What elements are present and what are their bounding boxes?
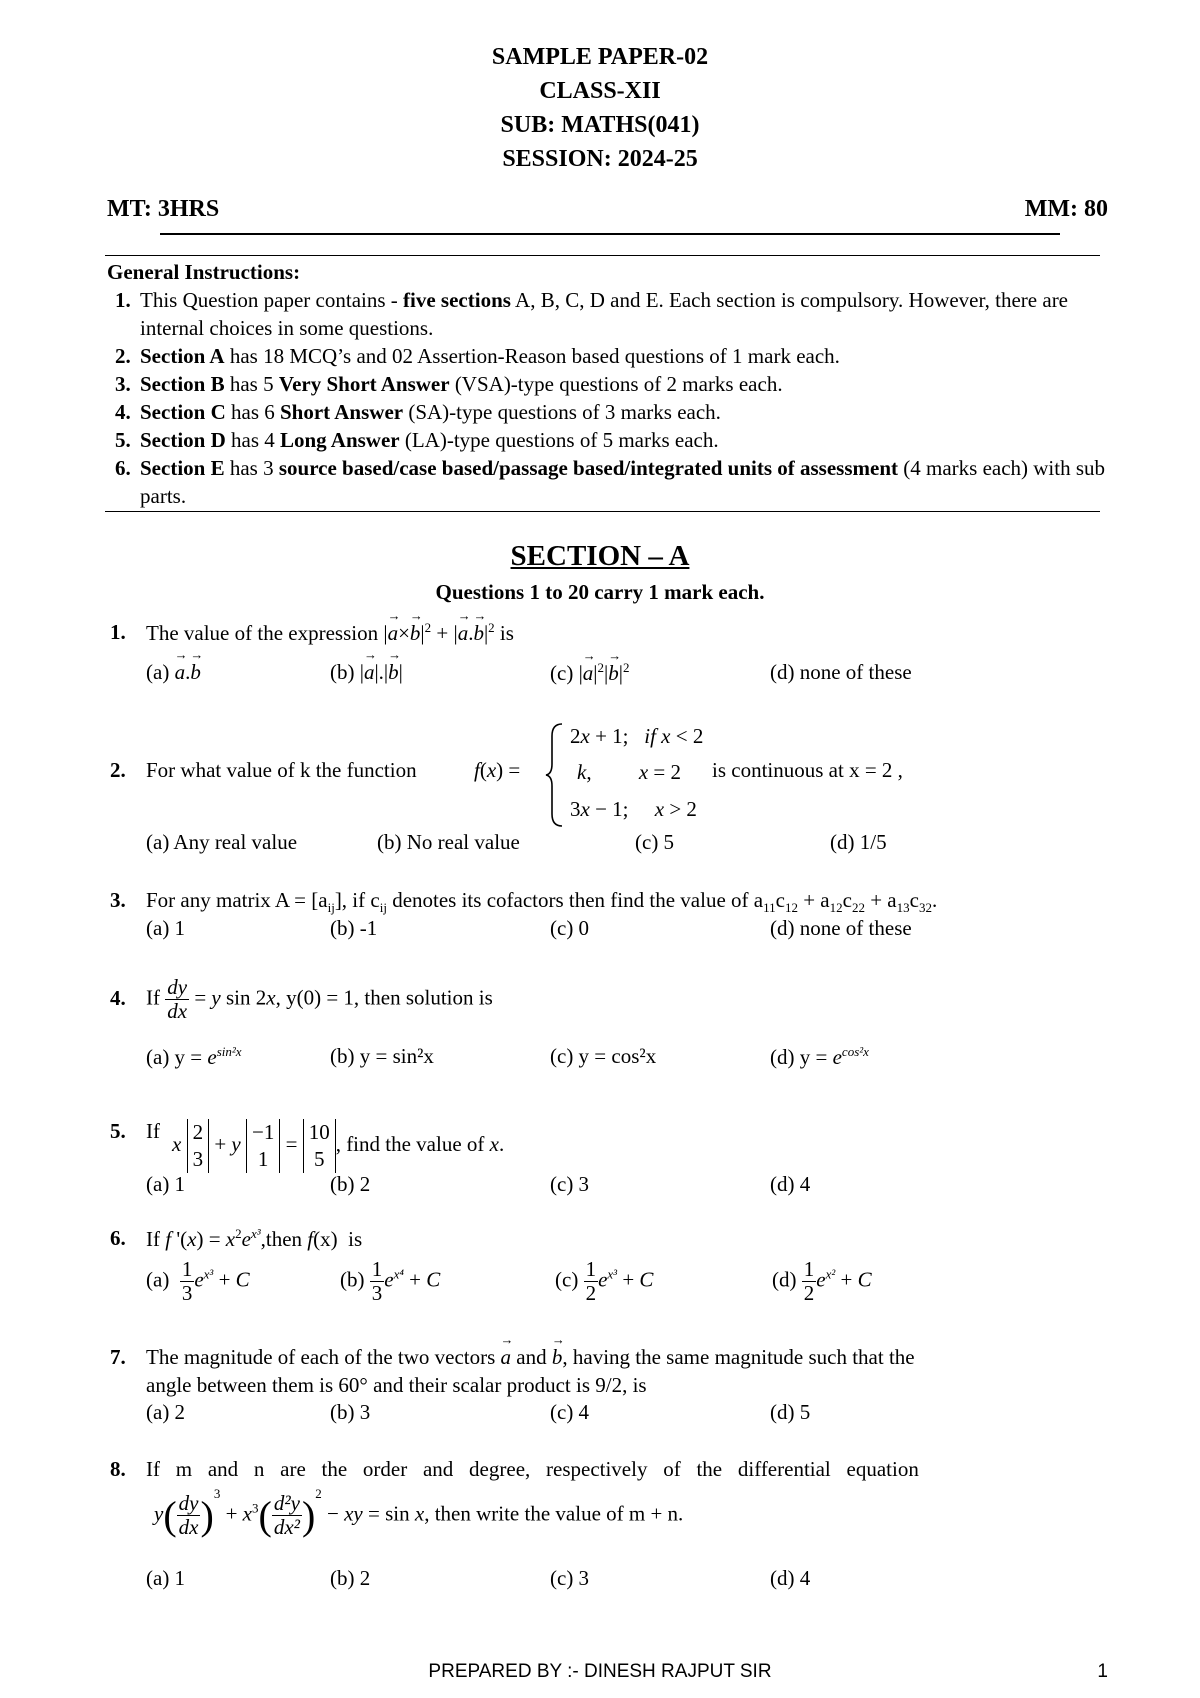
q2-option-c: (c) 5 [635,830,675,854]
q3-option-d: (d) none of these [770,916,912,940]
q4-option-a: (a) $y = e^{sin^2x}$ [146,1044,242,1069]
session-label: SESSION: 2024-25 [502,146,698,172]
header-rule [160,233,1060,235]
q1-option-c: (c) |→ $a|^2|\to b|^2$ [550,660,629,686]
q7-text-line1: The magnitude of each of the two vectors → a and → b, having the same magnitude such that the [146,1345,915,1370]
q2-case-1: 2x + 1; if x < 2 [570,724,704,748]
q3-number: 3. [110,888,126,912]
q6-option-d: (d) $\frac{1}{2}$ $e^{x^2} + C$ [772,1257,872,1305]
general-instructions [107,258,1107,510]
q2-option-d: (d) 1/5 [830,830,887,854]
q7-number: 7. [110,1345,126,1369]
q7-option-a: (a) 2 [146,1400,186,1424]
instructions-top-rule [105,255,1100,256]
q1-text: The value of the expression |→ $a\times\to b|^2$ + |→ $a.\to b|^2$ is [146,620,514,646]
q5-option-d: (d) 4 [770,1172,811,1196]
instruction-3: 3. Section B has 5 Very Short Answer (VSA)-type questions of 2 marks each. [136,370,1107,398]
instruction-2: 2. Section A has 18 MCQ’s and 02 Assertion-Reason based questions of 1 mark each. [136,342,1107,370]
section-title: SECTION – A [510,540,690,572]
q6-option-a: (a) $\frac{1}{3}$ $e^{x^3} + C$ [146,1257,250,1305]
q6-option-c: (c) $\frac{1}{2}$ $e^{x^3} + C$ [555,1257,654,1305]
instruction-5: 5. Section D has 4 Long Answer (LA)-type questions of 5 marks each. [136,426,1107,454]
q1-option-a: (a) → a.→ b [146,660,201,685]
q5-matrix-equation: x 2 3 + y −1 1 = 10 5, find the value of x. [172,1120,505,1171]
q2-text-end: is continuous at x = 2 , [712,758,903,782]
subject-label: SUB: MATHS(041) [500,112,700,138]
q7-text-line2: angle between them is 60° and their scalar product is 9/2, is [146,1373,647,1397]
q5-option-a: (a) 1 [146,1172,186,1196]
q8-option-b: (b) 2 [330,1566,371,1590]
q8-text-line1: If m and n are the order and degree, respectively of the differential equation [146,1457,919,1481]
q8-equation: y( $\frac{dy}{dx}$ )$^3 + x^3$( $\frac{\text{d²y}}{\text{dx²}}$ )$^2$ − xy = sin x, then write the value of m + n. [154,1486,684,1539]
q3-option-b: (b) -1 [330,916,378,940]
max-time: MT: 3HRS [107,196,220,222]
class-label: CLASS-XII [539,78,661,104]
q6-text: If f '$(x) = x^2e^{x^3},then$ f(x) is [146,1226,363,1251]
q4-option-b: (b) y = sin²x [330,1044,434,1068]
q8-option-a: (a) 1 [146,1566,186,1590]
section-subtitle: Questions 1 to 20 carry 1 mark each. [435,580,765,604]
q3-option-a: (a) 1 [146,916,186,940]
q2-option-b: (b) No real value [377,830,520,854]
q2-option-a: (a) Any real value [146,830,298,854]
q4-option-c: (c) y = cos²x [550,1044,657,1068]
q1-number: 1. [110,620,126,644]
q8-number: 8. [110,1457,126,1481]
q8-option-d: (d) 4 [770,1566,811,1590]
instruction-4: 4. Section C has 6 Short Answer (SA)-type questions of 3 marks each. [136,398,1107,426]
instruction-1: 1. This Question paper contains - five sections A, B, C, D and E. Each section is compulsory. However, there are internal choices in some questions. [136,286,1107,342]
instructions-bottom-rule [105,511,1100,512]
instruction-6: 6. Section E has 3 source based/case based/passage based/integrated units of assessment (4 marks each) with sub parts. [136,454,1107,510]
q2-text: For what value of k the function [146,758,417,782]
footer-credit: PREPARED BY :- DINESH RAJPUT SIR [428,1661,772,1682]
q4-text: If $\frac{dy}{dx}$ = y sin 2x, y(0) = 1, then solution is [146,975,493,1023]
q2-case-3: 3x − 1; x > 2 [570,797,697,821]
q5-number: 5. [110,1119,126,1143]
q7-option-c: (c) 4 [550,1400,590,1424]
q7-option-d: (d) 5 [770,1400,811,1424]
q3-option-c: (c) 0 [550,916,590,940]
q6-option-b: (b) $\frac{1}{3}$ $e^{x^4} + C$ [340,1257,441,1305]
q1-option-b: (b) |→ a|.|→ b| [330,660,403,685]
q3-text: For any matrix $A = [a_{ij}]$, if $c_{ij}$ denotes its cofactors then find the value of $a_{11}c_{12} + a_{12}c_{22} + a_{13}c_{32}$. [146,888,938,916]
q5-if: If [146,1119,160,1143]
q8-option-c: (c) 3 [550,1566,590,1590]
q2-function-lhs: f(x) = [474,758,521,782]
q2-brace [544,720,566,830]
q7-option-b: (b) 3 [330,1400,371,1424]
paper-title: SAMPLE PAPER-02 [491,44,709,70]
q1-option-d: (d) none of these [770,660,912,684]
q2-number: 2. [110,758,126,782]
page-number: 1 [1097,1661,1108,1682]
q4-option-d: (d) $y = e^{cos^2x}$ [770,1044,869,1069]
q5-option-b: (b) 2 [330,1172,371,1196]
q5-option-c: (c) 3 [550,1172,590,1196]
q4-number: 4. [110,986,126,1010]
q2-case-2: k, x = 2 [577,760,681,784]
max-marks: MM: 80 [1024,196,1108,222]
instructions-title: General Instructions: [107,260,301,284]
q6-number: 6. [110,1226,126,1250]
